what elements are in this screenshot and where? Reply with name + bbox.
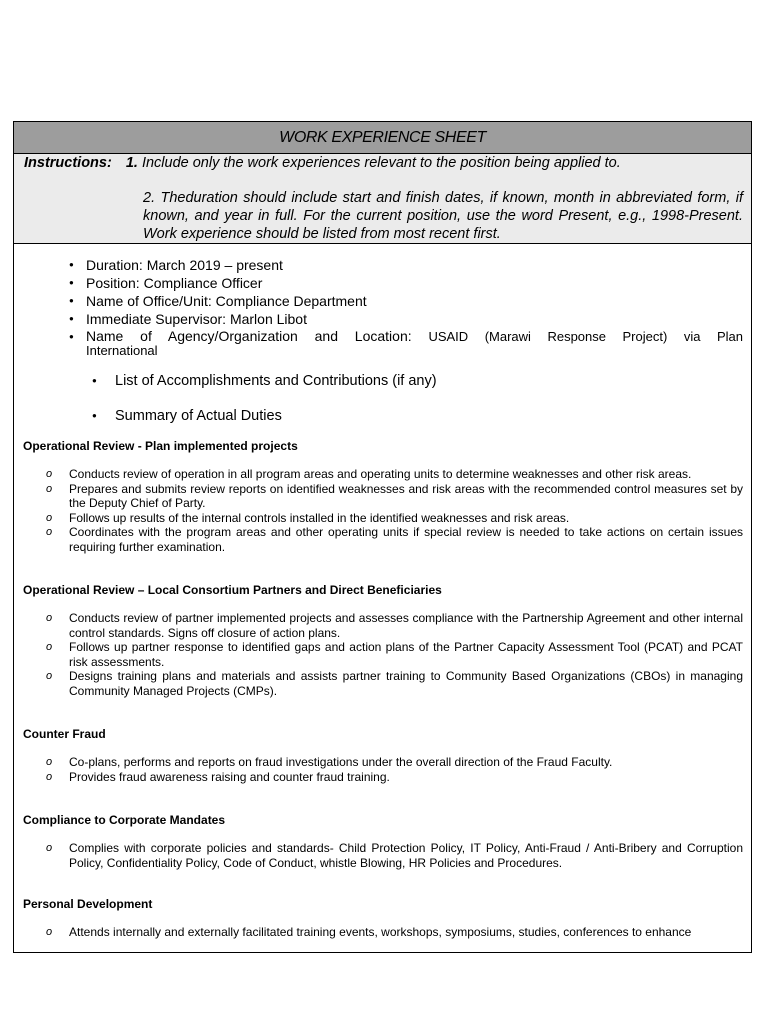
section-heading: Counter Fraud — [23, 727, 106, 741]
list-item: o Attends internally and externally facilitated training events, workshops, symposiums, studies, conferences to enhance — [69, 925, 743, 940]
sheet-title-bar — [14, 122, 751, 154]
sub-list — [14, 372, 751, 425]
agency-label: Name of Agency/Organization and Location: — [86, 328, 412, 344]
work-experience-sheet — [13, 121, 752, 953]
section-heading: Compliance to Corporate Mandates — [23, 813, 226, 827]
sheet-title: WORK EXPERIENCE SHEET — [279, 128, 486, 146]
list-item: o Conducts review of partner implemented projects and assesses compliance with the Partnership Agreement and other internal control standards. Signs off closure of action plans. — [69, 611, 743, 640]
office-item: ● Name of Office/Unit: Compliance Department — [86, 292, 743, 310]
instruction-1-text: Include only the work experiences relevant to the position being applied to. — [141, 155, 621, 171]
list-item: o Co-plans, performs and reports on fraud investigations under the overall direction of the Fraud Faculty. — [69, 755, 743, 770]
agency-item — [86, 329, 743, 344]
duties-list — [14, 925, 751, 940]
duties-summary-item: ● Summary of Actual Duties — [115, 407, 751, 425]
list-item: o Prepares and submits review reports on identified weaknesses and risk areas with the recommended control measures set by the Deputy Chief of Party. — [69, 482, 743, 511]
list-item: o Follows up results of the internal controls installed in the identified weaknesses and risk areas. — [69, 511, 743, 526]
supervisor-item: ● Immediate Supervisor: Marlon Libot — [86, 310, 743, 328]
list-item: o Provides fraud awareness raising and counter fraud training. — [69, 770, 743, 785]
position-item: ● Position: Compliance Officer — [86, 274, 743, 292]
list-item: o Follows up partner response to identified gaps and action plans of the Partner Capacity Assessment Tool (PCAT) and PCAT risk assessments. — [69, 640, 743, 669]
list-item: o Coordinates with the program areas and other operating units if special review is needed to take actions on certain issues requiring further examination. — [69, 525, 743, 554]
section-heading: Operational Review – Local Consortium Partners and Direct Beneficiaries — [23, 583, 442, 597]
list-item: o Designs training plans and materials and assists partner training to Community Based Organizations (CBOs) in managing Community Managed Projects (CMPs). — [69, 669, 743, 698]
instruction-1 — [24, 155, 621, 171]
agency-value: USAID (Marawi Response Project) via Plan — [428, 329, 744, 344]
duties-list — [14, 841, 751, 870]
instructions-label: Instructions: — [24, 155, 112, 171]
instruction-1-number: 1. — [125, 155, 138, 171]
accomplishments-item: ● List of Accomplishments and Contributions (if any) — [115, 372, 751, 390]
agency-value-continued: International — [86, 343, 158, 358]
list-item: o Conducts review of operation in all program areas and operating units to determine weaknesses and other risk areas. — [69, 467, 743, 482]
duration-item: ● Duration: March 2019 – present — [86, 256, 743, 274]
summary-list — [14, 256, 751, 344]
duties-list — [14, 755, 751, 784]
instruction-2-text: 2. Theduration should include start and finish dates, if known, month in abbreviated form, if known, and year in full. For the current position, use the word Present, e.g., 1998-Present. Work experience should be listed from most recent first. — [143, 190, 743, 242]
duty-sections — [14, 439, 751, 940]
duties-list — [14, 467, 751, 554]
experience-content — [14, 244, 751, 940]
section-heading: Operational Review - Plan implemented projects — [23, 439, 298, 453]
section-heading: Personal Development — [23, 897, 153, 911]
duties-list — [14, 611, 751, 698]
instructions-box — [14, 154, 751, 244]
list-item: o Complies with corporate policies and standards- Child Protection Policy, IT Policy, Anti-Fraud / Anti-Bribery and Corruption Policy, Confidentiality Policy, Code of Conduct, whistle Blowing, HR Policies and Procedures. — [69, 841, 743, 870]
